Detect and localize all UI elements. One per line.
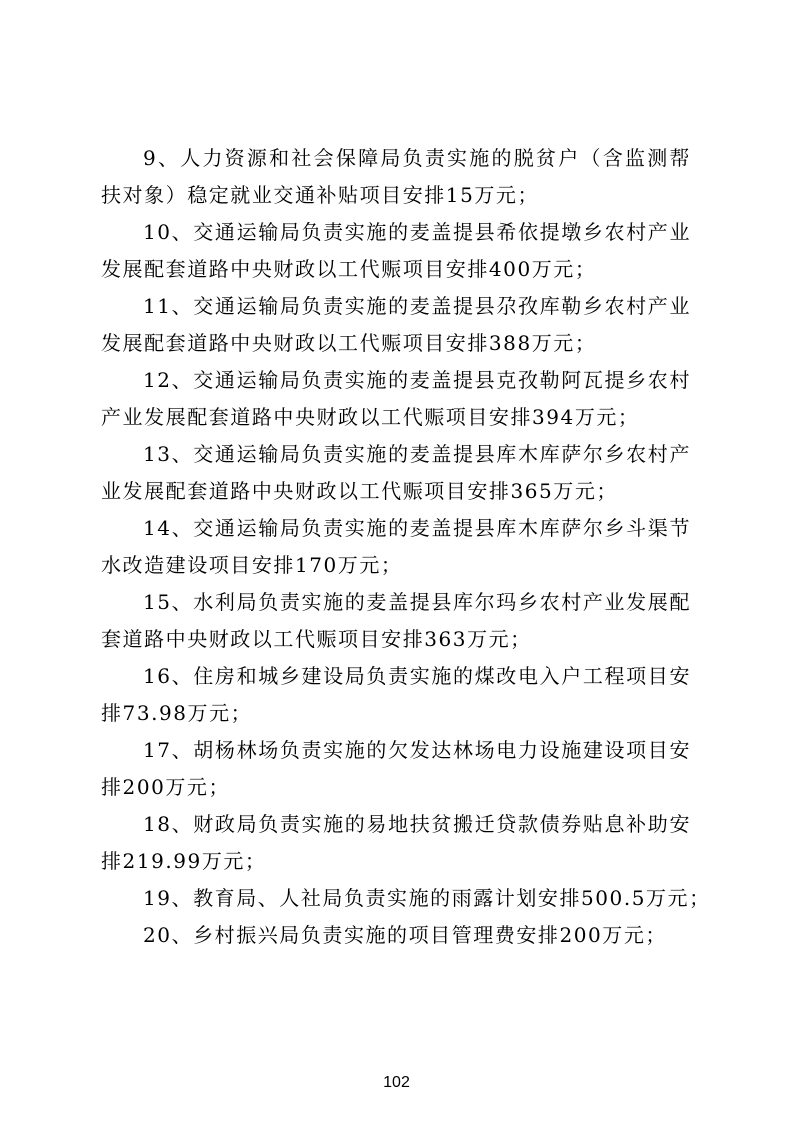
list-item: 11、交通运输局负责实施的麦盖提县尕孜库勒乡农村产业发展配套道路中央财政以工代赈项目安排388万元；	[101, 294, 691, 355]
list-item: 13、交通运输局负责实施的麦盖提县库木库萨尔乡农村产业发展配套道路中央财政以工代赈项目安排365万元；	[101, 442, 691, 503]
list-item: 14、交通运输局负责实施的麦盖提县库木库萨尔乡斗渠节水改造建设项目安排170万元；	[101, 516, 691, 577]
list-item: 17、胡杨林场负责实施的欠发达林场电力设施建设项目安排200万元；	[101, 738, 691, 799]
list-item: 19、教育局、人社局负责实施的雨露计划安排500.5万元；	[143, 886, 711, 910]
page-number: 102	[383, 1074, 410, 1091]
list-item: 15、水利局负责实施的麦盖提县库尔玛乡农村产业发展配套道路中央财政以工代赈项目安排363万元；	[101, 590, 691, 651]
list-item: 9、人力资源和社会保障局负责实施的脱贫户（含监测帮扶对象）稳定就业交通补贴项目安排15万元；	[101, 146, 691, 207]
list-item: 10、交通运输局负责实施的麦盖提县希依提墩乡农村产业发展配套道路中央财政以工代赈项目安排400万元；	[101, 220, 691, 281]
list-item: 12、交通运输局负责实施的麦盖提县克孜勒阿瓦提乡农村产业发展配套道路中央财政以工代赈项目安排394万元；	[101, 368, 691, 429]
list-item: 20、乡村振兴局负责实施的项目管理费安排200万元；	[143, 923, 667, 947]
list-item: 18、财政局负责实施的易地扶贫搬迁贷款债券贴息补助安排219.99万元；	[101, 812, 691, 873]
list-item: 16、住房和城乡建设局负责实施的煤改电入户工程项目安排73.98万元；	[101, 664, 691, 725]
project-list	[101, 140, 711, 954]
